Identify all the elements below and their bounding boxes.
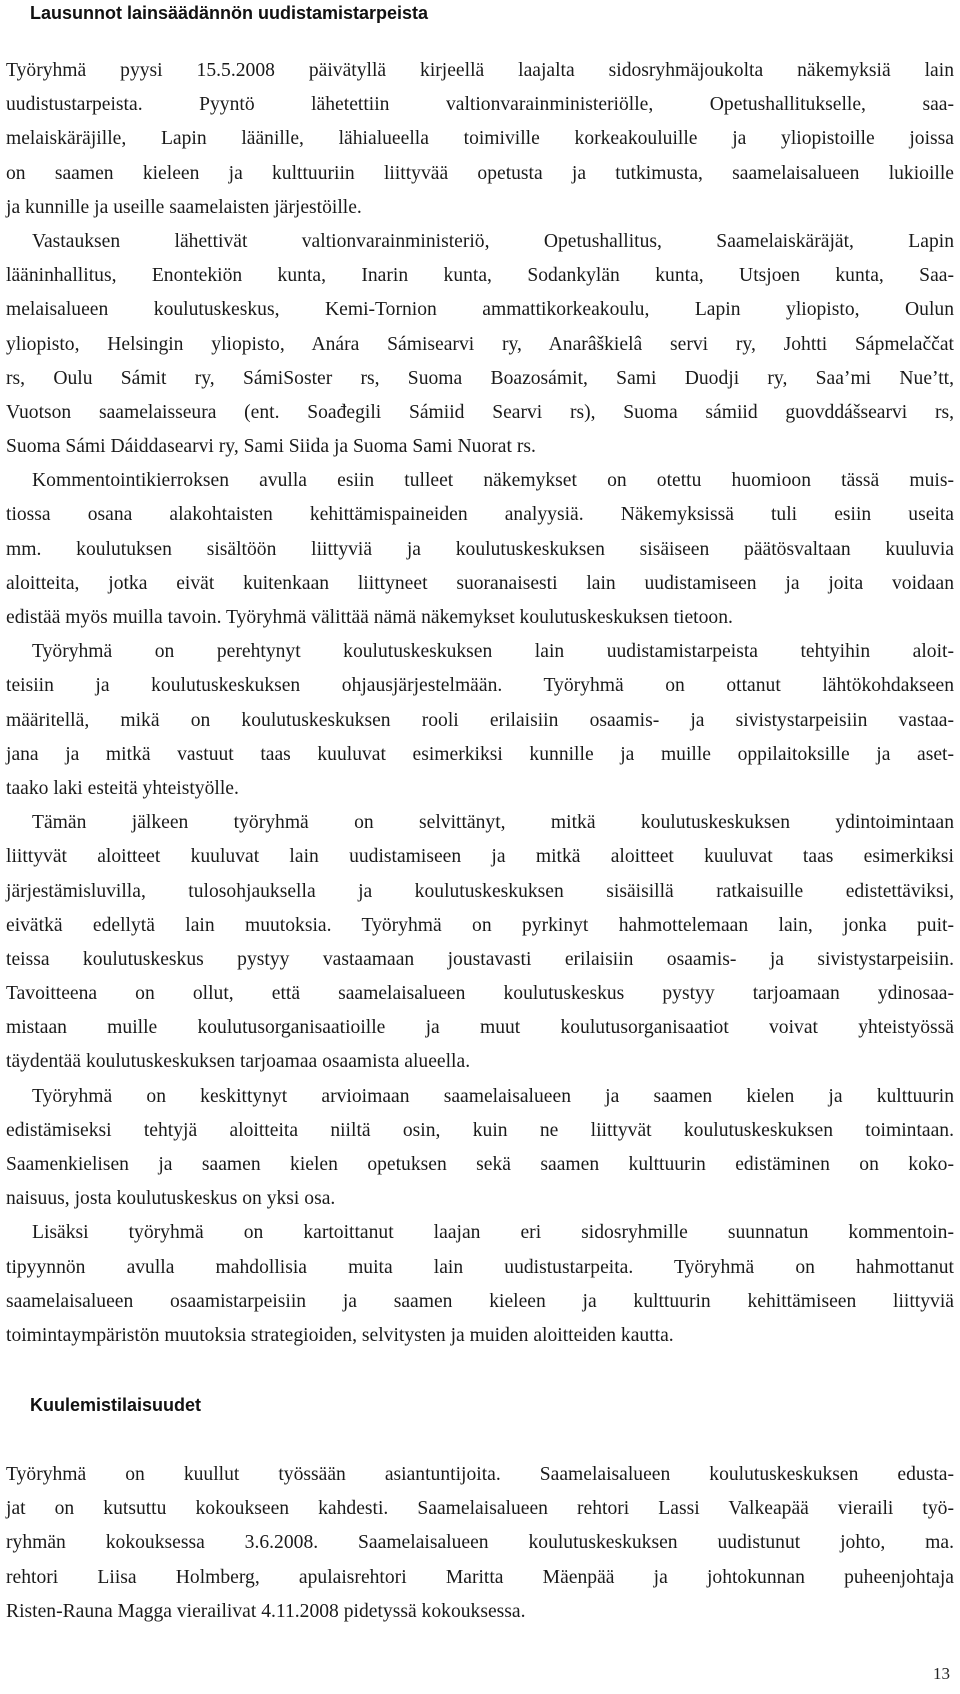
text-line: tiossa osana alakohtaisten kehittämispaineiden analyysiä. Näkemyksissä tuli esiin useita	[6, 504, 954, 526]
text-line: tipyynnön avulla mahdollisia muita lain uudistustarpeita. Työryhmä on hahmottanut	[6, 1256, 954, 1278]
text-line: edistämiseksi tehtyjä aloitteita niiltä osin, kuin ne liittyvät koulutuskeskuksen toimintaan.	[6, 1119, 954, 1141]
text-line: Tavoitteena on ollut, että saamelaisalueen koulutuskeskus pystyy tarjoamaan ydinosaa-	[6, 983, 954, 1005]
text-line: määritellä, mikä on koulutuskeskuksen rooli erilaisiin osaamis- ja sivistystarpeisiin vastaa-	[6, 709, 954, 731]
text-line: Risten-Rauna Magga vierailivat 4.11.2008 pidetyssä kokouksessa.	[6, 1600, 526, 1622]
text-line: Työryhmä on keskittynyt arvioimaan saamelaisalueen ja saamen kielen ja kulttuurin	[32, 1085, 954, 1107]
text-line: Työryhmä on perehtynyt koulutuskeskuksen lain uudistamistarpeista tehtyihin aloit-	[32, 641, 954, 663]
text-line: eivätkä edellytä lain muutoksia. Työryhmä on pyrkinyt hahmottelemaan lain, jonka puit-	[6, 914, 954, 936]
text-line: ryhmän kokouksessa 3.6.2008. Saamelaisalueen koulutuskeskuksen uudistunut johto, ma.	[6, 1532, 954, 1554]
text-line: liittyvät aloitteet kuuluvat lain uudistamiseen ja mitkä aloitteet kuuluvat taas esimerkiksi	[6, 846, 954, 868]
text-line: Kommentointikierroksen avulla esiin tulleet näkemykset on otettu huomioon tässä muis-	[32, 470, 954, 492]
text-line: teisiin ja koulutuskeskuksen ohjausjärjestelmään. Työryhmä on ottanut lähtökohdakseen	[6, 675, 954, 697]
text-line: Saamenkielisen ja saamen kielen opetuksen sekä saamen kulttuurin edistäminen on koko-	[6, 1154, 954, 1175]
section-body-lausunnot	[6, 54, 954, 1353]
text-line: on saamen kieleen ja kulttuuriin liittyvää opetusta ja tutkimusta, saamelaisalueen lukioille	[6, 162, 954, 184]
text-line: uudistustarpeista. Pyyntö lähetettiin valtionvarainministeriölle, Opetushallitukselle, saa-	[6, 94, 954, 116]
text-line: Vuotson saamelaisseura (ent. Soađegili Sámiid Searvi rs), Suoma sámiid guovddášsearvi rs,	[6, 401, 954, 423]
text-line: Tämän jälkeen työryhmä on selvittänyt, mitkä koulutuskeskuksen ydintoimintaan	[32, 812, 954, 834]
text-line: rehtori Liisa Holmberg, apulaisrehtori Maritta Mäenpää ja johtokunnan puheenjohtaja	[6, 1566, 954, 1588]
text-line: rs, Oulu Sámit ry, SámiSoster rs, Suoma Boazosámit, Sami Duodji ry, Saa’mi Nue’tt,	[6, 367, 954, 389]
page-number: 13	[933, 1664, 950, 1683]
text-line: mm. koulutuksen sisältöön liittyviä ja koulutuskeskuksen sisäiseen päätösvaltaan kuuluvia	[6, 538, 954, 560]
section-heading-kuulemistilaisuudet: Kuulemistilaisuudet	[30, 1395, 202, 1415]
text-line: melaiskäräjille, Lapin läänille, lähialueella toimiville korkeakouluille ja yliopistoille joissa	[6, 128, 954, 150]
section-heading-lausunnot: Lausunnot lainsäädännön uudistamistarpeista	[30, 3, 429, 23]
text-line: jana ja mitkä vastuut taas kuuluvat esimerkiksi kunnille ja muille oppilaitoksille ja aset-	[6, 743, 954, 765]
text-line: aloitteita, jotka eivät kuitenkaan liittyneet suoranaisesti lain uudistamiseen ja joita voidaan	[6, 572, 954, 594]
text-line: naisuus, josta koulutuskeskus on yksi osa.	[6, 1188, 336, 1210]
text-line: Työryhmä on kuullut työssään asiantuntijoita. Saamelaisalueen koulutuskeskuksen edusta-	[6, 1464, 954, 1485]
text-line: Työryhmä pyysi 15.5.2008 päivätyllä kirjeellä laajalta sidosryhmäjoukolta näkemyksiä lain	[6, 60, 954, 81]
section-body-kuulemistilaisuudet	[6, 1458, 954, 1629]
text-line: Suoma Sámi Dáiddasearvi ry, Sami Siida ja Suoma Sami Nuorat rs.	[6, 436, 536, 458]
text-line: Lisäksi työryhmä on kartoittanut laajan eri sidosryhmille suunnatun kommentoin-	[32, 1222, 954, 1244]
text-line: mistaan muille koulutusorganisaatioille ja muut koulutusorganisaatiot voivat yhteistyössä	[6, 1017, 954, 1039]
text-line: järjestämisluvilla, tulosohjauksella ja koulutuskeskuksen sisäisillä ratkaisuille edistettäviksi,	[6, 880, 954, 902]
text-line: jat on kutsuttu kokoukseen kahdesti. Saamelaisalueen rehtori Lassi Valkeapää vieraili työ-	[6, 1498, 954, 1520]
text-line: ja kunnille ja useille saamelaisten järjestöille.	[6, 196, 362, 218]
text-line: Vastauksen lähettivät valtionvarainministeriö, Opetushallitus, Saamelaiskäräjät, Lapin	[32, 230, 954, 252]
text-line: melaisalueen koulutuskeskus, Kemi-Tornion ammattikorkeakoulu, Lapin yliopisto, Oulun	[6, 299, 954, 321]
text-line: teissa koulutuskeskus pystyy vastaamaan joustavasti erilaisiin osaamis- ja sivistystarpeisiin.	[6, 948, 954, 970]
text-line: toimintaympäristön muutoksia strategioiden, selvitysten ja muiden aloitteiden kautta.	[6, 1324, 674, 1346]
text-line: edistää myös muilla tavoin. Työryhmä välittää nämä näkemykset koulutuskeskuksen tietoon.	[6, 607, 733, 628]
text-line: täydentää koulutuskeskuksen tarjoamaa osaamista alueella.	[6, 1051, 471, 1073]
text-line: saamelaisalueen osaamistarpeisiin ja saamen kieleen ja kulttuurin kehittämiseen liittyviä	[6, 1290, 954, 1312]
text-line: taako laki esteitä yhteistyölle.	[6, 777, 239, 799]
text-line: lääninhallitus, Enontekiön kunta, Inarin kunta, Sodankylän kunta, Utsjoen kunta, Saa-	[6, 265, 954, 287]
text-line: yliopisto, Helsingin yliopisto, Anára Sámisearvi ry, Anarâškielâ servi ry, Johtti Sápmelaččat	[6, 333, 954, 355]
